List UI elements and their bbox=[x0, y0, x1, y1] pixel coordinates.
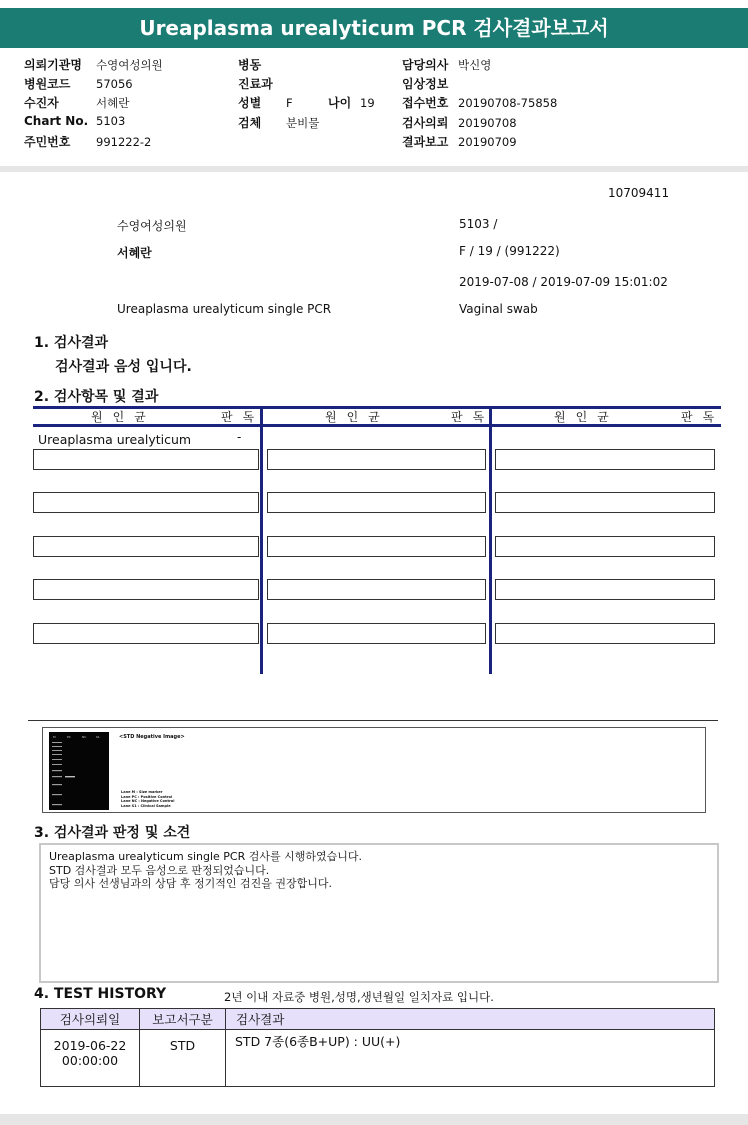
gel-bands-graphic bbox=[49, 732, 109, 810]
section3-title: 3. 검사결과 판정 및 소견 bbox=[34, 825, 191, 841]
empty-cell bbox=[33, 579, 259, 600]
header-report-date: 결과보고 20190709 bbox=[402, 135, 517, 149]
empty-cell bbox=[495, 536, 715, 557]
footer-band bbox=[0, 1114, 748, 1125]
gel-lane-label-m: M bbox=[53, 735, 56, 739]
gel-lane-label-s1: S1 bbox=[96, 735, 100, 739]
empty-cell bbox=[267, 536, 486, 557]
header-resident-no: 주민번호 991222-2 bbox=[24, 135, 152, 149]
empty-cell bbox=[267, 492, 486, 513]
gel-legend-item: Lane M : Size marker bbox=[121, 790, 163, 794]
divider-line bbox=[28, 720, 718, 721]
header-chart-no: Chart No. 5103 bbox=[24, 114, 126, 128]
header-sex: 성별 F bbox=[238, 96, 293, 110]
col-header-judge-1: 판독 bbox=[221, 410, 265, 424]
info-chart: 5103 / bbox=[459, 217, 498, 231]
header-hospital-code: 병원코드 57056 bbox=[24, 77, 133, 91]
history-date: 2019-06-22 bbox=[53, 1038, 127, 1053]
header-age: 나이 19 bbox=[328, 96, 375, 110]
gel-legend bbox=[121, 790, 174, 808]
header-request-date: 검사의뢰 20190708 bbox=[402, 116, 517, 130]
section1-title: 1. 검사결과 bbox=[34, 335, 109, 351]
result-table bbox=[33, 406, 725, 674]
opinion-line: STD 검사결과 모두 음성으로 판정되었습니다. bbox=[49, 863, 270, 877]
empty-cell bbox=[495, 449, 715, 470]
empty-cell bbox=[495, 579, 715, 600]
history-header-type: 보고서구분 bbox=[140, 1009, 226, 1030]
header-hospital: 의뢰기관명 수영여성의원 bbox=[24, 58, 163, 72]
header-patient: 수진자 서혜란 bbox=[24, 96, 130, 110]
history-result: STD 7종(6종B+UP) : UU(+) bbox=[226, 1030, 715, 1087]
header-clinical-info: 임상정보 bbox=[402, 77, 449, 91]
report-title: Ureaplasma urealyticum PCR 검사결과보고서 bbox=[0, 8, 748, 48]
barcode-number: 10709411 bbox=[608, 186, 670, 200]
col-header-organism-2: 원인균 bbox=[325, 410, 390, 424]
info-specimen: Vaginal swab bbox=[459, 302, 538, 316]
col-header-judge-2: 판독 bbox=[451, 410, 495, 424]
history-header-date: 검사의뢰일 bbox=[41, 1009, 140, 1030]
empty-cell bbox=[33, 623, 259, 644]
history-note: 2년 이내 자료중 병원,성명,생년월일 일치자료 입니다. bbox=[224, 990, 494, 1004]
info-sex-age: F / 19 / (991222) bbox=[459, 244, 560, 258]
empty-cell bbox=[33, 492, 259, 513]
section4-title: 4. TEST HISTORY bbox=[34, 986, 167, 1002]
empty-cell bbox=[267, 449, 486, 470]
info-dates: 2019-07-08 / 2019-07-09 15:01:02 bbox=[459, 275, 668, 289]
gel-legend-item: Lane S1 : Clinical Sample bbox=[121, 803, 171, 808]
empty-cell bbox=[267, 579, 486, 600]
table-divider-2 bbox=[489, 406, 492, 674]
gel-legend-item: Lane PC : Positive Control bbox=[121, 794, 173, 799]
table-row bbox=[41, 1030, 715, 1087]
empty-cell bbox=[33, 536, 259, 557]
col-header-judge-3: 판독 bbox=[681, 410, 725, 424]
gel-lane-label-nc: NC bbox=[82, 735, 87, 739]
info-patient: 서혜란 bbox=[117, 246, 152, 260]
info-test-name: Ureaplasma urealyticum single PCR bbox=[117, 302, 332, 316]
result-organism: Ureaplasma urealyticum bbox=[38, 432, 192, 447]
empty-cell bbox=[495, 623, 715, 644]
header-separator bbox=[0, 166, 748, 172]
opinion-line: Ureaplasma urealyticum single PCR 검사를 시행하였습니다. bbox=[49, 850, 362, 863]
gel-lane-label-pc: PC bbox=[67, 735, 71, 739]
opinion-box bbox=[39, 843, 719, 983]
result-judge: - bbox=[237, 430, 242, 444]
section2-title: 2. 검사항목 및 결과 bbox=[34, 389, 159, 405]
section1-result: 검사결과 음성 입니다. bbox=[55, 359, 192, 375]
history-header-result: 검사결과 bbox=[226, 1009, 715, 1030]
report-header bbox=[0, 52, 748, 170]
opinion-line: 담당 의사 선생님과의 상담 후 정기적인 검진을 권장합니다. bbox=[49, 877, 332, 890]
header-specimen: 검체 분비물 bbox=[238, 116, 320, 130]
gel-image-box bbox=[42, 727, 706, 813]
empty-cell bbox=[33, 449, 259, 470]
header-receipt-no: 접수번호 20190708-75858 bbox=[402, 96, 558, 110]
empty-cell bbox=[267, 623, 486, 644]
header-doctor: 담당의사 박신영 bbox=[402, 58, 492, 72]
gel-legend-item: Lane NC : Negative Control bbox=[121, 799, 175, 803]
info-hospital: 수영여성의원 bbox=[117, 219, 187, 233]
history-time: 00:00:00 bbox=[61, 1053, 119, 1068]
history-table bbox=[40, 1008, 715, 1087]
history-date-cell bbox=[41, 1030, 140, 1087]
gel-image bbox=[49, 732, 109, 810]
table-divider-1 bbox=[260, 406, 263, 674]
empty-cell bbox=[495, 492, 715, 513]
history-type: STD bbox=[140, 1030, 226, 1087]
col-header-organism-1: 원인균 bbox=[91, 410, 156, 424]
header-ward: 병동 bbox=[238, 58, 262, 72]
gel-image-caption: <STD Negative Image> bbox=[119, 734, 185, 740]
header-department: 진료과 bbox=[238, 77, 273, 91]
col-header-organism-3: 원인균 bbox=[554, 410, 619, 424]
